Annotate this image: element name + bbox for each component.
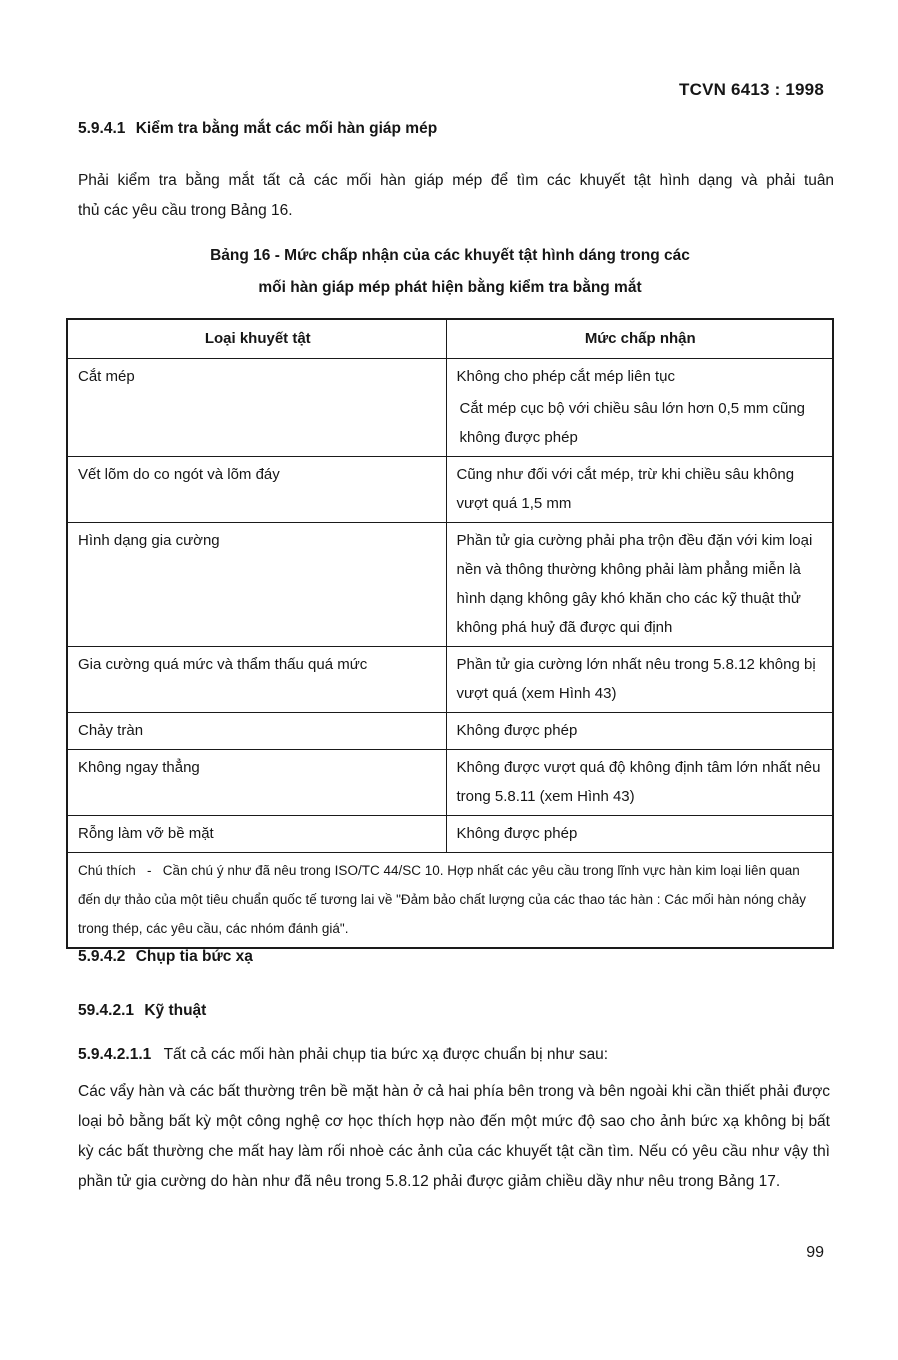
- intro-paragraph: [78, 166, 834, 226]
- acceptance-text: Không cho phép cắt mép liên tục: [456, 368, 675, 385]
- section-number: 59.4.2.1: [78, 1002, 135, 1019]
- clause-text: Tất cả các mối hàn phải chụp tia bức xạ được chuẩn bị như sau:: [163, 1046, 609, 1063]
- body-paragraph: Các vẩy hàn và các bất thường trên bề mặt hàn ở cả hai phía bên trong và bên ngoài khi cần thiết phải được loại bỏ bằng bất kỳ một công nghệ cơ học thích hợp nào đến một mức độ sao cho ảnh bức xạ không bị bất kỳ các bất thường che mất hay làm rối nhoè các ảnh của các khuyết tật cần tìm. Nếu có yêu cầu như vậy thì phần tử gia cường do hàn như đã nêu trong 5.8.12 phải được giảm chiều dầy như nêu trong Bảng 17.: [78, 1083, 830, 1190]
- acceptance-cell: [446, 359, 833, 457]
- section-number: 5.9.4.1: [78, 120, 126, 137]
- acceptance-cell: Phần tử gia cường phải pha trộn đều đặn với kim loại nền và thông thường không phải làm phẳng miễn là hình dạng không gây khó khăn cho các kỹ thuật thử không phá huỷ đã được qui định: [446, 523, 833, 647]
- column-header-acceptance-level: Mức chấp nhận: [446, 319, 833, 359]
- clause-number: 5.9.4.2.1.1: [78, 1046, 152, 1063]
- section-heading-5-9-4-1: [78, 120, 437, 138]
- intro-line-1: Phải kiểm tra bằng mắt tất cả các mối hàn giáp mép để tìm các khuyết tật hình dạng và phải tuân: [78, 172, 834, 189]
- acceptance-cell: Phần tử gia cường lớn nhất nêu trong 5.8.12 không bị vượt quá (xem Hình 43): [446, 647, 833, 713]
- table-row: [67, 523, 833, 647]
- table-row: [67, 647, 833, 713]
- defect-cell: Hình dạng gia cường: [67, 523, 446, 647]
- table-row: [67, 713, 833, 750]
- intro-line-2: thủ các yêu cầu trong Bảng 16.: [78, 202, 293, 219]
- defect-cell: Không ngay thẳng: [67, 750, 446, 816]
- table-header-row: [67, 319, 833, 359]
- page-number: 99: [806, 1244, 824, 1261]
- table-note-row: [67, 853, 833, 949]
- acceptance-cell: Không được phép: [446, 713, 833, 750]
- acceptance-table: [66, 318, 834, 949]
- section-heading-5-9-4-2-1: [78, 1002, 206, 1020]
- acceptance-extra-text: Cắt mép cục bộ với chiều sâu lớn hơn 0,5 mm cũng không được phép: [459, 400, 806, 446]
- table-row: [67, 457, 833, 523]
- column-header-defect-type: Loại khuyết tật: [67, 319, 446, 359]
- document-code: TCVN 6413 : 1998: [679, 80, 824, 99]
- defect-cell: Cắt mép: [67, 359, 446, 457]
- defect-cell: Rỗng làm vỡ bề mặt: [67, 816, 446, 853]
- table-note: Chú thích - Cần chú ý như đã nêu trong ISO/TC 44/SC 10. Hợp nhất các yêu cầu trong lĩnh vực hàn kim loại liên quan đến dự thảo của một tiêu chuẩn quốc tế tương lai về "Đảm bảo chất lượng của các thao tác hàn : Các mối hàn nóng chảy trong thép, các yêu cầu, các nhóm đánh giá".: [67, 853, 833, 949]
- defect-cell: Chảy tràn: [67, 713, 446, 750]
- table-row: [67, 359, 833, 457]
- section-title: Kiểm tra bằng mắt các mối hàn giáp mép: [135, 120, 438, 137]
- defect-cell: Gia cường quá mức và thẩm thấu quá mức: [67, 647, 446, 713]
- table-row: [67, 816, 833, 853]
- acceptance-cell: Cũng như đối với cắt mép, trừ khi chiều sâu không vượt quá 1,5 mm: [446, 457, 833, 523]
- acceptance-cell: Không được vượt quá độ không định tâm lớn nhất nêu trong 5.8.11 (xem Hình 43): [446, 750, 833, 816]
- table-caption-line-2: mối hàn giáp mép phát hiện bằng kiểm tra bằng mắt: [258, 279, 642, 296]
- table-caption-line-1: Bảng 16 - Mức chấp nhận của các khuyết tật hình dáng trong các: [210, 247, 690, 264]
- defect-cell: Vết lõm do co ngót và lõm đáy: [67, 457, 446, 523]
- acceptance-cell: Không được phép: [446, 816, 833, 853]
- table-row: [67, 750, 833, 816]
- section-heading-5-9-4-2: [78, 948, 253, 966]
- section-title: Chụp tia bức xạ: [135, 948, 253, 965]
- clause-5-9-4-2-1-1: [78, 1040, 834, 1070]
- section-title: Kỹ thuật: [144, 1002, 207, 1019]
- table-caption: [66, 240, 834, 304]
- section-number: 5.9.4.2: [78, 948, 126, 965]
